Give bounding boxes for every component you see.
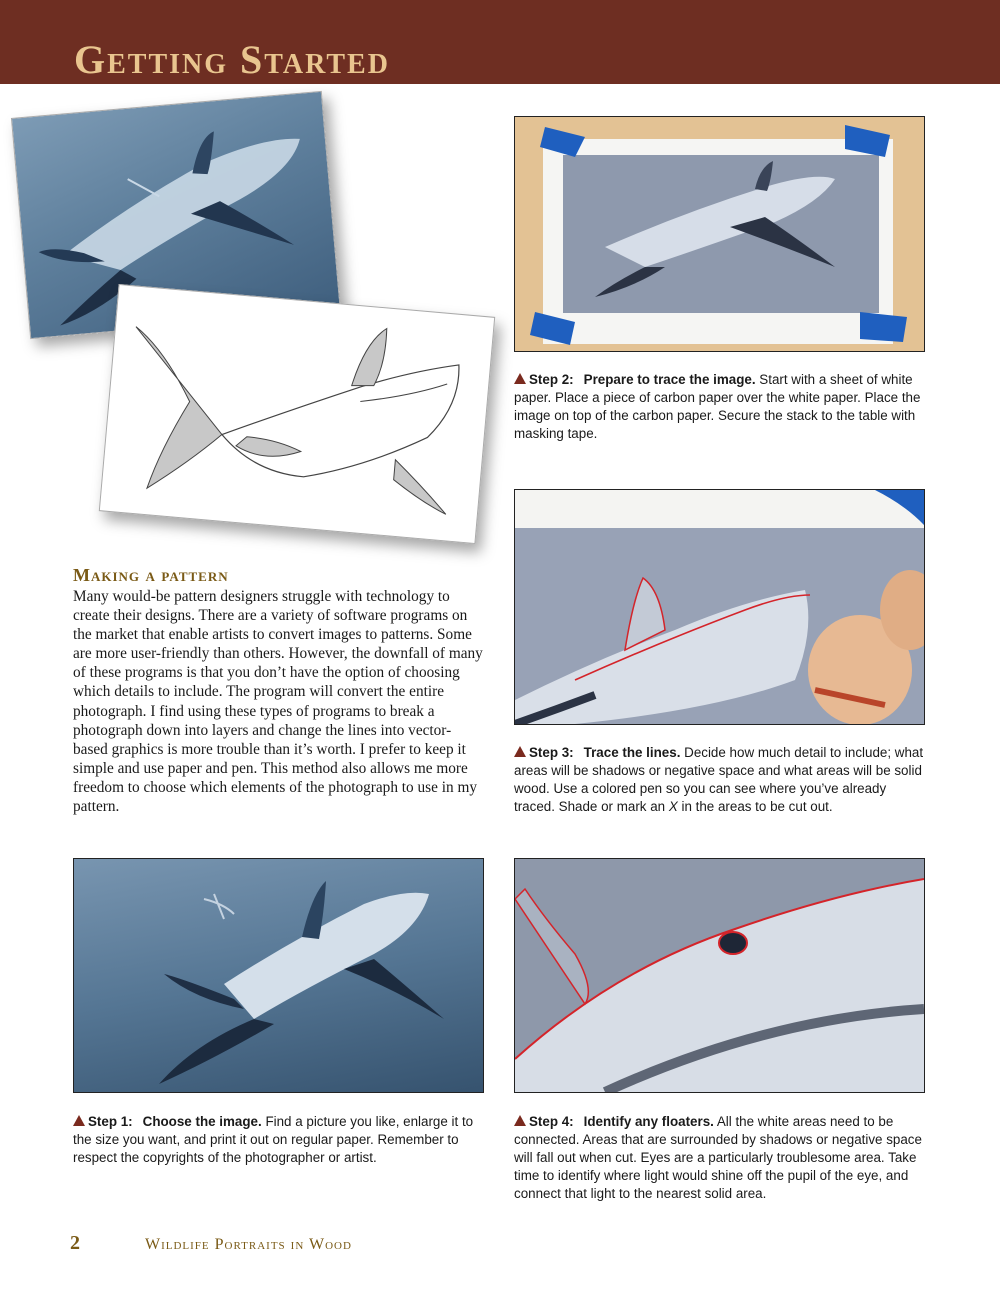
- step-1-caption: [73, 1113, 485, 1167]
- shark-pattern-drawing: [99, 284, 495, 544]
- step-text: Start with a sheet of white paper. Place a piece of carbon paper over the white paper. Place the image on top of the carbon paper. Secure the stack to the table with masking tape.: [514, 372, 921, 441]
- step-heading: Prepare to trace the image.: [583, 372, 756, 387]
- section-heading: Making a pattern: [73, 565, 229, 585]
- triangle-marker-icon: [514, 1115, 526, 1126]
- step-heading: Choose the image.: [142, 1114, 262, 1129]
- triangle-marker-icon: [514, 746, 526, 757]
- step-heading: Identify any floaters.: [583, 1114, 714, 1129]
- step-text-italic: X: [668, 799, 678, 814]
- running-title: Wildlife Portraits in Wood: [145, 1236, 352, 1253]
- step-text: Decide how much detail to include; what areas will be shadows or negative space and what areas will be solid wood. Use a colored pen so you can see where you’ve already traced. Shade or mark an: [514, 745, 924, 814]
- section-body: Many would-be pattern designers struggle with technology to create their designs. There are a variety of software programs on the market that enable artists to convert images to patterns. Some are more user-friendly than others. However, the downfall of many of these programs is that you don’t have the option of choosing which details to include. The program will convert the entire photograph. I find using these types of programs to break a photograph down into layers and change the lines into vector-based graphics is more trouble than it’s worth. I prefer to keep it simple and use paper and pen. This method also allows me more freedom to choose which elements of the photograph to use in my pattern.: [73, 588, 483, 816]
- step-text: in the areas to be cut out.: [677, 799, 833, 814]
- step-text: Find a picture you like, enlarge it to the size you want, and print it out on regular paper. Remember to respect the copyrights of the photographer or artist.: [73, 1114, 474, 1165]
- step-label: Step 4:: [529, 1114, 574, 1129]
- triangle-marker-icon: [514, 373, 526, 384]
- step-1-photo: [73, 858, 484, 1093]
- triangle-marker-icon: [73, 1115, 85, 1126]
- step-heading: Trace the lines.: [583, 745, 681, 760]
- page-title: Getting Started: [74, 37, 390, 82]
- step-4-photo: [514, 858, 925, 1093]
- step-2-caption: [514, 371, 930, 443]
- step-label: Step 2:: [529, 372, 574, 387]
- step-label: Step 1:: [88, 1114, 133, 1129]
- page-number: 2: [70, 1232, 80, 1254]
- step-3-photo: [514, 489, 925, 725]
- step-3-caption: [514, 744, 930, 816]
- step-label: Step 3:: [529, 745, 574, 760]
- step-2-photo: [514, 116, 925, 352]
- step-4-caption: [514, 1113, 930, 1203]
- step-text: All the white areas need to be connected. Areas that are surrounded by shadows or negative space will fall out when cut. Eyes are a particularly troublesome area. Take time to identify where light would shine off the pupil of the eye, and connect that light to the nearest solid area.: [514, 1114, 922, 1201]
